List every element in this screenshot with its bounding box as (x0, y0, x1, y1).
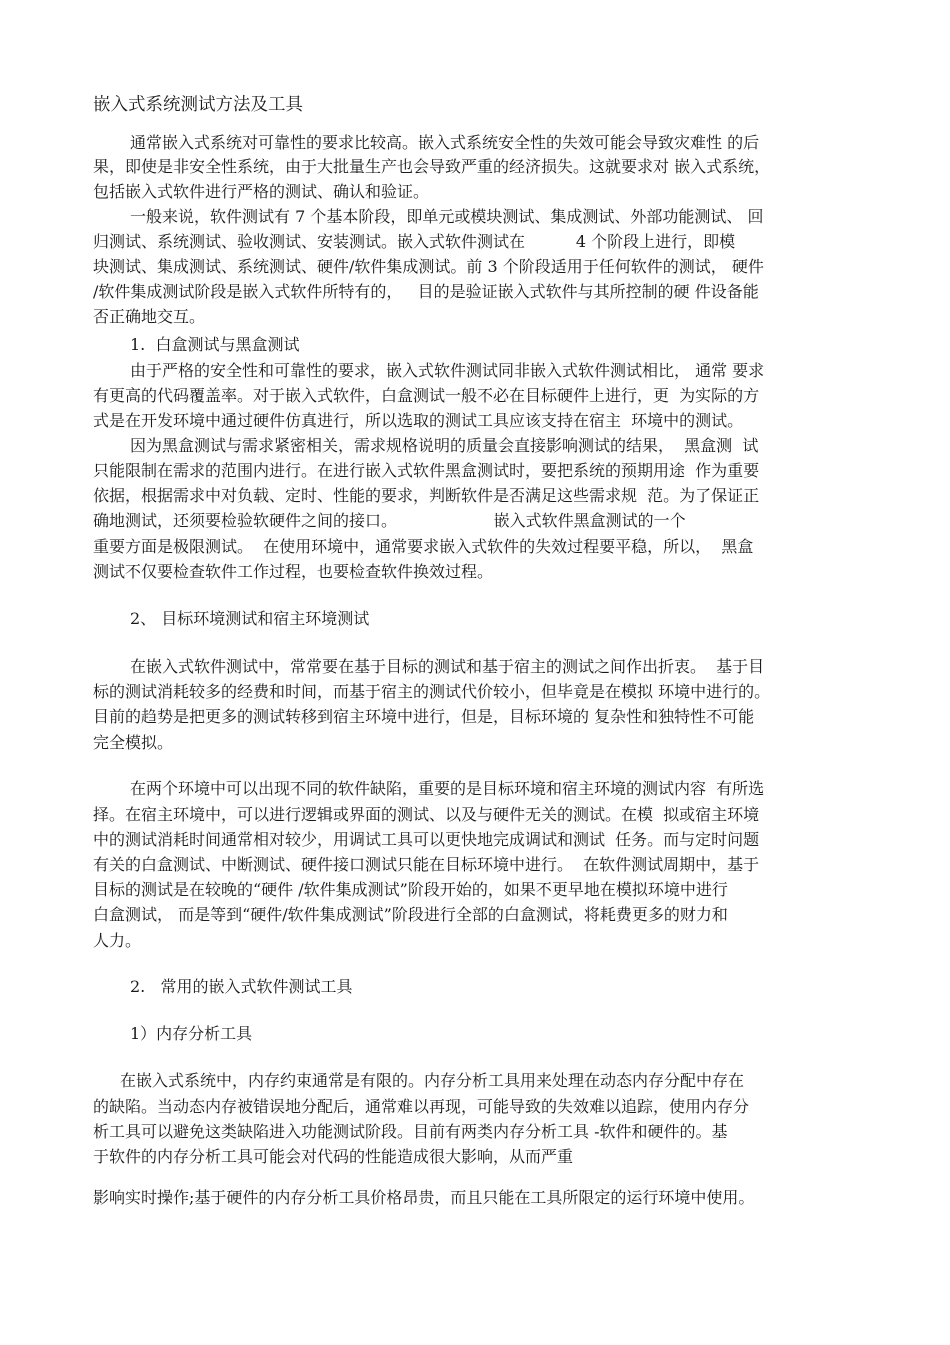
paragraph-line: 目前的趋势是把更多的测试转移到宿主环境中进行，但是，目标环境的 复杂性和独特性不可能 (93, 707, 755, 726)
subsection-heading: 1）内存分析工具 (130, 1024, 253, 1043)
paragraph-line: 完全模拟。 (93, 733, 174, 752)
paragraph-line: 测试不仅要检查软件工作过程，也要检查软件换效过程。 (93, 562, 494, 581)
paragraph-line: 在两个环境中可以出现不同的软件缺陷，重要的是目标环境和宿主环境的测试内容 有所选 (130, 779, 765, 798)
document-title: 嵌入式系统测试方法及工具 (93, 95, 303, 115)
paragraph-line: 果，即使是非安全性系统，由于大批量生产也会导致严重的经济损失。这就要求对 嵌入式系统， (93, 157, 771, 176)
paragraph-line: 块测试、集成测试、系统测试、硬件/软件集成测试。前 3 个阶段适用于任何软件的测试， 硬件 (93, 257, 764, 276)
paragraph-line: 人力。 (93, 931, 142, 950)
paragraph-line: 由于严格的安全性和可靠性的要求，嵌入式软件测试同非嵌入式软件测试相比， 通常 要求 (130, 361, 765, 380)
paragraph-line: 于软件的内存分析工具可能会对代码的性能造成很大影响，从而严重 (93, 1147, 574, 1166)
paragraph-line: 包括嵌入式软件进行严格的测试、确认和验证。 (93, 182, 430, 201)
paragraph-line: 否正确地交互。 (93, 307, 206, 326)
section-heading: 2. 常用的嵌入式软件测试工具 (130, 977, 353, 996)
paragraph-line: 式是在开发环境中通过硬件仿真进行，所以选取的测试工具应该支持在宿主 环境中的测试。 (93, 411, 744, 430)
paragraph-line: 在嵌入式系统中，内存约束通常是有限的。内存分析工具用来处理在动态内存分配中存在 (120, 1071, 745, 1090)
paragraph-line: 因为黑盒测试与需求紧密相关，需求规格说明的质量会直接影响测试的结果， 黑盒测 试 (130, 436, 759, 455)
paragraph-line: 有更高的代码覆盖率。对于嵌入式软件，白盒测试一般不必在目标硬件上进行，更 为实际的方 (93, 386, 760, 405)
paragraph-line: 有关的白盒测试、中断测试、硬件接口测试只能在目标环境中进行。 在软件测试周期中，基于 (93, 855, 760, 874)
paragraph-line: 通常嵌入式系统对可靠性的要求比较高。嵌入式系统安全性的失效可能会导致灾难性 的后 (130, 133, 760, 152)
paragraph-line: 白盒测试， 而是等到“硬件/软件集成测试”阶段进行全部的白盒测试，将耗费更多的财力和 (93, 905, 728, 924)
paragraph-line: 目标的测试是在较晚的“硬件 /软件集成测试”阶段开始的，如果不更早地在模拟环境中进行 (93, 880, 728, 899)
paragraph-line: 重要方面是极限测试。 在使用环境中，通常要求嵌入式软件的失效过程要平稳，所以， 黑盒 (93, 537, 754, 556)
paragraph-line: 影响实时操作;基于硬件的内存分析工具价格昂贵，而且只能在工具所限定的运行环境中使用。 (93, 1188, 755, 1207)
paragraph-line: 只能限制在需求的范围内进行。在进行嵌入式软件黑盒测试时，要把系统的预期用途 作为重要 (93, 461, 760, 480)
paragraph-line: 中的测试消耗时间通常相对较少，用调试工具可以更快地完成调试和测试 任务。而与定时问题 (93, 830, 760, 849)
paragraph-line: 一般来说，软件测试有 7 个基本阶段，即单元或模块测试、集成测试、外部功能测试、 回 (130, 207, 764, 226)
paragraph-line: 标的测试消耗较多的经费和时间，而基于宿主的测试代价较小，但毕竟是在模拟 环境中进行的。 (93, 682, 771, 701)
section-heading: 1. 白盒测试与黑盒测试 (130, 335, 300, 354)
paragraph-line: 在嵌入式软件测试中，常常要在基于目标的测试和基于宿主的测试之间作出折衷。 基于目 (130, 657, 765, 676)
paragraph-line: 依据，根据需求中对负载、定时、性能的要求，判断软件是否满足这些需求规 范。为了保证正 (93, 486, 760, 505)
paragraph-line: 确地测试，还须要检验软硬件之间的接口。 嵌入式软件黑盒测试的一个 (93, 511, 686, 530)
paragraph-line: 择。在宿主环境中，可以进行逻辑或界面的测试、以及与硬件无关的测试。在模 拟或宿主环境 (93, 805, 760, 824)
paragraph-line: 析工具可以避免这类缺陷进入功能测试阶段。目前有两类内存分析工具 -软件和硬件的。基 (93, 1122, 728, 1141)
paragraph-line: /软件集成测试阶段是嵌入式软件所特有的， 目的是验证嵌入式软件与其所控制的硬 件设备能 (93, 282, 759, 301)
section-heading: 2、 目标环境测试和宿主环境测试 (130, 609, 370, 628)
paragraph-line: 的缺陷。当动态内存被错误地分配后，通常难以再现，可能导致的失效难以追踪，使用内存分 (93, 1097, 750, 1116)
paragraph-line: 归测试、系统测试、验收测试、安装测试。嵌入式软件测试在 4 个阶段上进行，即模 (93, 232, 736, 251)
